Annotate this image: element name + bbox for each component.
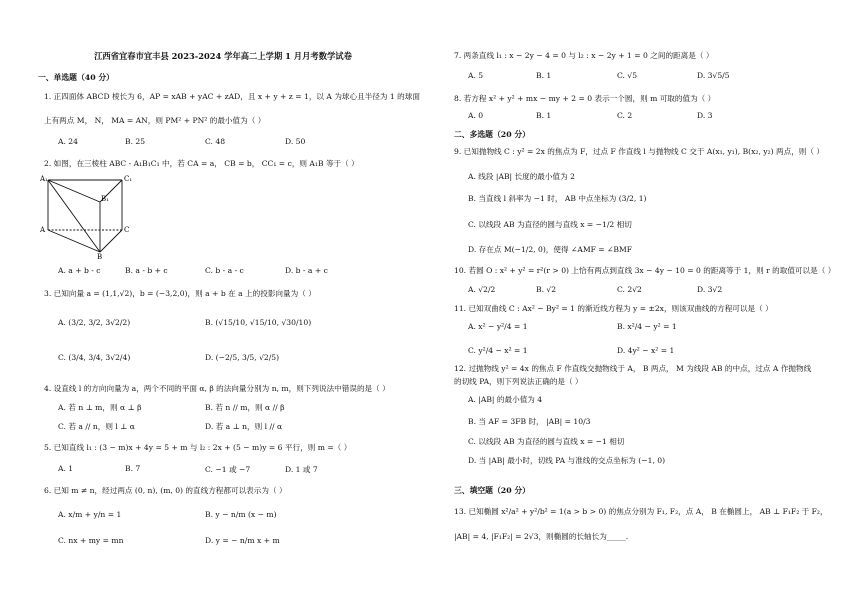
q2-option-b: B. a - b + c	[125, 266, 168, 275]
label-C1: C₁	[124, 175, 133, 183]
q10-option-a: A. √2/2	[468, 285, 496, 294]
q5-option-b: B. 7	[125, 464, 141, 473]
q3-option-b: B. (√15/10, √15/10, √30/10)	[205, 318, 312, 327]
q9-option-a: A. 线段 |AB| 长度的最小值为 2	[468, 172, 575, 181]
page-title: 江西省宜春市宜丰县 2023-2024 学年高二上学期 1 月月考数学试卷	[94, 51, 352, 61]
question-8-text: 8. 若方程 x² + y² + mx − my + 2 = 0 表示一个圆，则 m 可取的值为（ ）	[454, 94, 716, 103]
q2-option-c: C. b - a - c	[205, 266, 244, 275]
label-B: B	[97, 253, 103, 260]
question-1-text-cont: 上有两点 M， N， MA = AN，则 PM² + PN² 的最小值为（ ）	[44, 116, 266, 125]
prism-figure	[40, 172, 140, 260]
q8-option-d: D. 3	[697, 111, 713, 120]
section-heading: 一、单选题（40 分）	[38, 73, 114, 82]
question-9-text: 9. 已知抛物线 C : y² = 2x 的焦点为 F，过点 F 作直线 l 与抛物线 C 交于 A(x₁, y₁), B(x₂, y₂) 两点，则（ ）	[454, 147, 824, 156]
label-B1: B₁	[101, 195, 109, 203]
label-A1: A₁	[40, 175, 48, 183]
q12-option-d: D. 当 |AB| 最小时，切线 PA 与准线的交点坐标为 (−1, 0)	[468, 456, 666, 465]
q1-option-b: B. 25	[125, 137, 146, 146]
q11-option-c: C. y²/4 − x² = 1	[468, 346, 528, 355]
section-heading-3: 三、填空题（20 分）	[454, 486, 530, 495]
question-11-text: 11. 已知双曲线 C : Ax² − By² = 1 的渐近线方程为 y = ±2x，则该双曲线的方程可以是（ ）	[454, 304, 773, 313]
q1-option-a: A. 24	[58, 137, 78, 146]
question-13-text: 13. 已知椭圆 x²/a² + y²/b² = 1(a > b > 0) 的焦点分别为 F₁, F₂，点 A， B 在椭圆上， AB ⊥ F₁F₂ 于 F₂，	[454, 507, 828, 516]
q2-option-a: A. a + b - c	[58, 266, 101, 275]
q5-option-c: C. −1 或 −7	[205, 465, 251, 474]
q5-option-d: D. 1 或 7	[285, 465, 318, 474]
q11-option-d: D. 4y² − x² = 1	[617, 346, 675, 355]
question-12-text: 12. 过抛物线 y² = 4x 的焦点 F 作直线交抛物线于 A， B 两点， M 为线段 AB 的中点，过点 A 作抛物线	[454, 364, 812, 373]
question-2-text: 2. 如图，在三棱柱 ABC - A₁B₁C₁ 中，若 CA = a， CB = b， CC₁ = c，则 A₁B 等于（ ）	[44, 159, 359, 168]
q10-option-c: C. 2√2	[617, 285, 642, 294]
q6-option-a: A. x/m + y/n = 1	[58, 510, 122, 519]
q8-option-c: C. 2	[617, 111, 633, 120]
question-4-text: 4. 设直线 l 的方向向量为 a，两个不同的平面 α, β 的法向量分别为 n, m，则下列说法中错误的是（ ）	[44, 384, 390, 393]
q5-option-a: A. 1	[58, 464, 74, 473]
q4-option-d: D. 若 a ⊥ n，则 l // α	[205, 422, 283, 431]
q9-option-d: D. 存在点 M(−1/2, 0)，使得 ∠AMF = ∠BMF	[468, 245, 633, 254]
question-5-text: 5. 已知直线 l₁ : (3 − m)x + 4y = 5 + m 与 l₂ : 2x + (5 − m)y = 6 平行，则 m =（ ）	[44, 443, 352, 452]
label-A: A	[40, 226, 46, 234]
question-12-text-cont: 的切线 PA，则下列说法正确的是（ ）	[454, 377, 583, 386]
q12-option-b: B. 当 AF = 3FB 时， |AB| = 10/3	[468, 417, 591, 426]
q4-option-c: C. 若 a // n，则 l ⊥ α	[58, 422, 135, 431]
question-3-text: 3. 已知向量 a = (1,1,√2)，b = (−3,2,0)，则 a + b 在 a 上的投影向量为（ ）	[44, 289, 316, 298]
q12-option-a: A. |AB| 的最小值为 4	[468, 395, 543, 404]
q3-option-a: A. (3/2, 3/2, 3√2/2)	[58, 318, 131, 327]
q10-option-d: D. 3√2	[697, 285, 723, 294]
question-6-text: 6. 已知 m ≠ n，经过两点 (0, n), (m, 0) 的直线方程都可以表示为（ ）	[44, 486, 287, 495]
q11-option-a: A. x² − y²/4 = 1	[468, 322, 528, 331]
q1-option-d: D. 50	[285, 137, 306, 146]
label-C: C	[124, 226, 130, 234]
section-heading-2: 二、多选题（20 分）	[454, 130, 530, 139]
q4-option-b: B. 若 n // m，则 α // β	[205, 403, 285, 412]
q1-option-c: C. 48	[205, 137, 226, 146]
question-1-text: 1. 正四面体 ABCD 棱长为 6，AP = xAB + yAC + zAD，且 x + y + z = 1，以 A 为球心且半径为 1 的球面	[44, 92, 420, 101]
q2-option-d: D. b - a + c	[285, 266, 328, 275]
q8-option-a: A. 0	[468, 111, 484, 120]
q12-option-c: C. 以线段 AB 为直径的圆与直线 x = −1 相切	[468, 437, 625, 446]
q4-option-a: A. 若 n ⊥ m，则 α ⊥ β	[58, 403, 142, 412]
q11-option-b: B. x²/4 − y² = 1	[617, 322, 677, 331]
q10-option-b: B. √2	[536, 285, 557, 294]
q6-option-d: D. y = − n/m x + m	[205, 536, 280, 545]
q9-option-c: C. 以线段 AB 为直径的圆与直线 x = −1/2 相切	[468, 220, 632, 229]
q9-option-b: B. 当直线 l 斜率为 −1 时， AB 中点坐标为 (3/2, 1)	[468, 194, 647, 203]
question-13-text-cont: |AB| = 4, |F₁F₂| = 2√3，则椭圆的长轴长为_____.	[454, 532, 629, 541]
q7-option-d: D. 3√5/5	[697, 71, 730, 80]
q7-option-c: C. √5	[617, 71, 638, 80]
question-10-text: 10. 若圆 O : x² + y² = r²(r > 0) 上恰有两点到直线 3x − 4y − 10 = 0 的距离等于 1，则 r 的取值可以是（ ）	[454, 266, 836, 275]
q8-option-b: B. 1	[536, 111, 552, 120]
q7-option-b: B. 1	[536, 71, 552, 80]
q6-option-c: C. nx + my = mn	[58, 536, 124, 545]
q7-option-a: A. 5	[468, 71, 484, 80]
q6-option-b: B. y − n/m (x − m)	[205, 510, 277, 519]
q3-option-d: D. (−2/5, 3/5, √2/5)	[205, 353, 280, 362]
question-7-text: 7. 两条直线 l₁ : x − 2y − 4 = 0 与 l₂ : x − 2y + 1 = 0 之间的距离是（ ）	[454, 51, 714, 60]
q3-option-c: C. (3/4, 3/4, 3√2/4)	[58, 353, 131, 362]
